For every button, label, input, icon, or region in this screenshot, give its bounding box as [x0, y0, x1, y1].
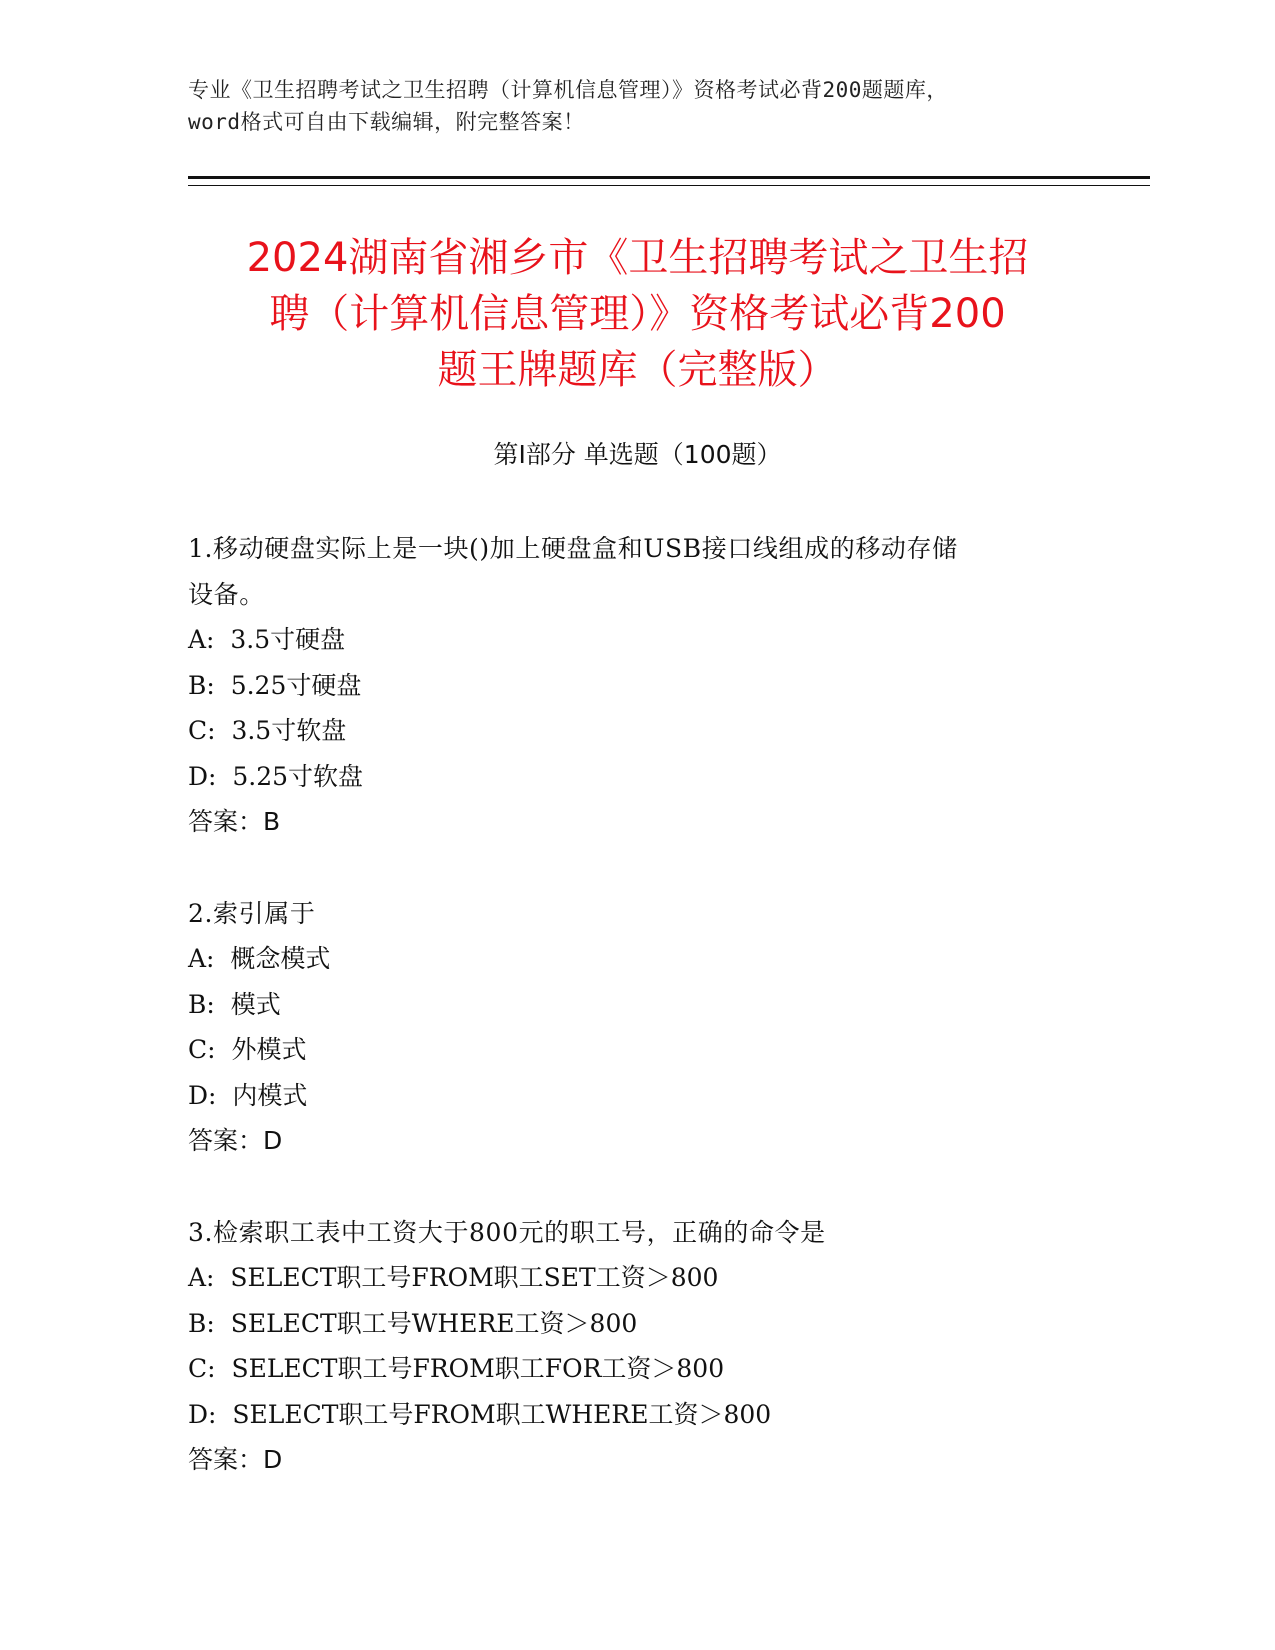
option-a: A: SELECT职工号FROM职工SET工资＞800 — [188, 1263, 719, 1292]
question-3 — [188, 1210, 1088, 1483]
option-d: D: 内模式 — [188, 1080, 308, 1110]
intro-line-2: word格式可自由下载编辑，附完整答案！ — [188, 110, 585, 134]
question-stem-continued: 设备。 — [188, 579, 265, 609]
option-d: D: SELECT职工号FROM职工WHERE工资＞800 — [188, 1399, 772, 1429]
option-b: B: 模式 — [188, 989, 281, 1019]
header-rule-thick — [188, 176, 1150, 179]
title-line-3: 题王牌题库（完整版） — [437, 347, 838, 393]
question-list — [188, 526, 1088, 1529]
question-stem: 3.检索职工表中工资大于800元的职工号，正确的命令是 — [188, 1217, 826, 1247]
intro-text — [188, 74, 1088, 138]
answer: 答案：D — [188, 1126, 283, 1155]
option-c: C: SELECT职工号FROM职工FOR工资＞800 — [188, 1354, 725, 1383]
option-b: B: SELECT职工号WHERE工资＞800 — [188, 1308, 638, 1338]
document-title — [150, 230, 1125, 398]
answer: 答案：D — [188, 1445, 283, 1474]
option-d: D: 5.25寸软盘 — [188, 761, 364, 791]
question-1 — [188, 526, 1088, 845]
question-stem: 1.移动硬盘实际上是一块()加上硬盘盒和USB接口线组成的移动存储 — [188, 534, 958, 563]
answer: 答案：B — [188, 807, 281, 836]
option-b: B: 5.25寸硬盘 — [188, 670, 362, 700]
title-line-1: 2024湖南省湘乡市《卫生招聘考试之卫生招 — [246, 235, 1029, 281]
question-stem: 2.索引属于 — [188, 898, 316, 928]
title-line-2: 聘（计算机信息管理）》资格考试必背200 — [269, 291, 1006, 337]
option-c: C: 3.5寸软盘 — [188, 716, 347, 745]
header-rule-thin — [188, 185, 1150, 186]
option-c: C: 外模式 — [188, 1035, 307, 1064]
option-a: A: 3.5寸硬盘 — [188, 625, 346, 654]
section-heading: 第Ⅰ部分 单选题（100题） — [493, 440, 782, 469]
question-2 — [188, 891, 1088, 1164]
option-a: A: 概念模式 — [188, 944, 331, 973]
intro-line-1: 专业《卫生招聘考试之卫生招聘（计算机信息管理）》资格考试必背200题题库， — [188, 78, 948, 102]
